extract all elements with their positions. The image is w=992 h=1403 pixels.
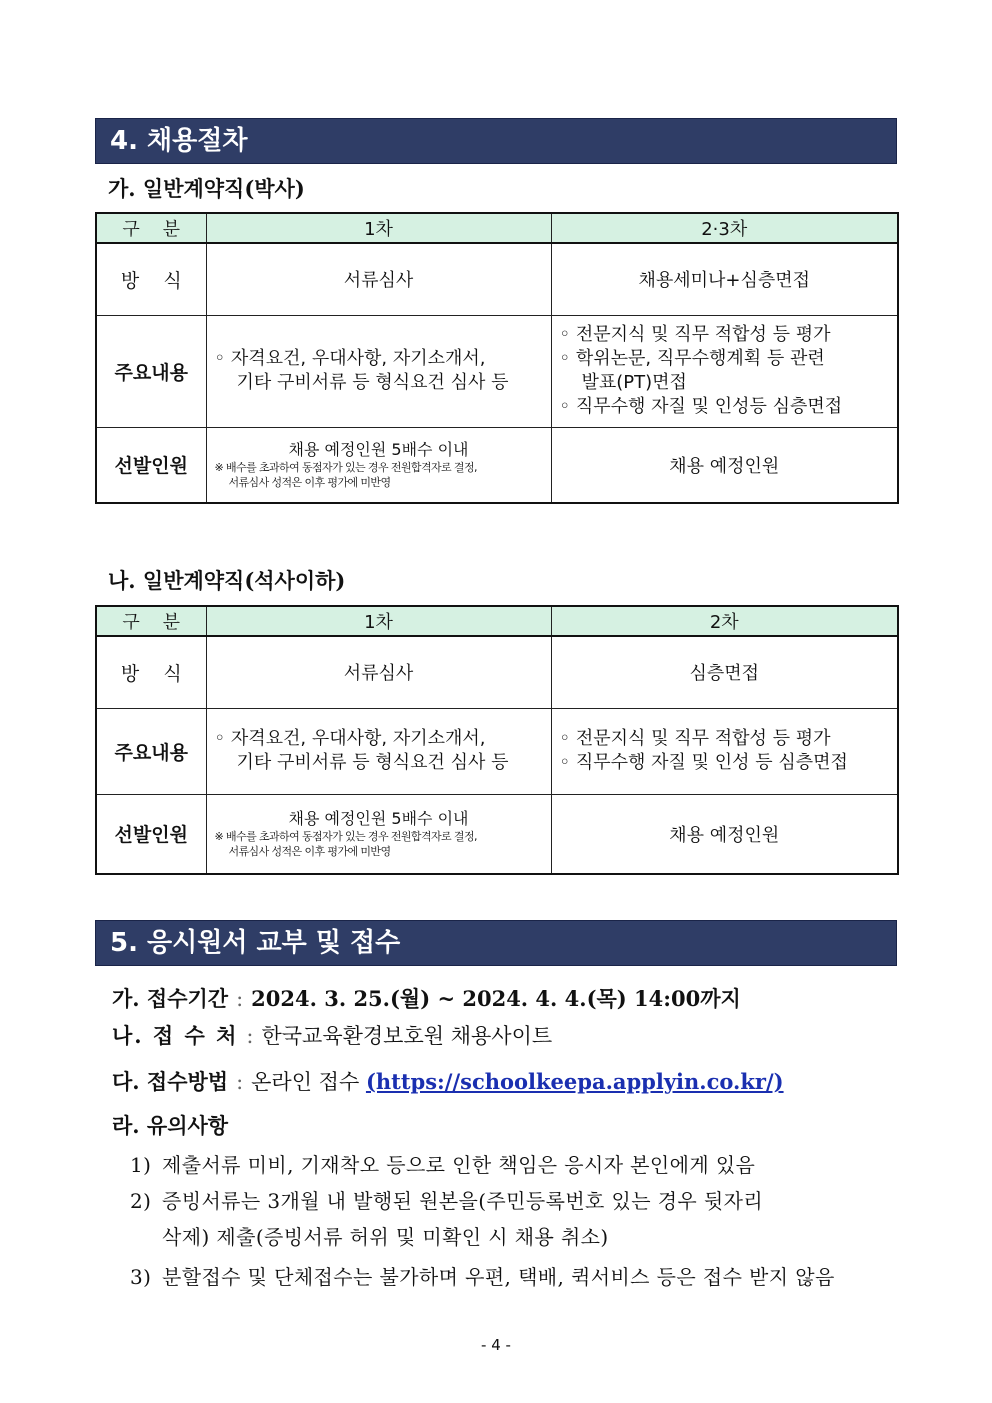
row-label: 선발인원 — [96, 794, 206, 874]
section-5-title: 5. 응시원서 교부 및 접수 — [95, 920, 897, 966]
table-cell: 서류심사 — [206, 243, 551, 315]
table-cell: 서류심사 — [206, 636, 551, 708]
table-row — [96, 243, 898, 315]
bullet-line: ◦ 직무수행 자질 및 인성등 심층면접 — [559, 396, 843, 417]
bullet-line: ◦ 직무수행 자질 및 인성 등 심층면접 — [559, 752, 848, 773]
note-text: 제출서류 미비, 기재착오 등으로 인한 책임은 응시자 본인에게 있음 — [162, 1153, 756, 1177]
note-continuation: 삭제) 제출(증빙서류 허위 및 미확인 시 채용 취소) — [162, 1225, 609, 1249]
table-header: 구 분 — [96, 606, 206, 636]
table-cell: 채용 예정인원 — [551, 794, 898, 874]
selection-note: 서류심사 성적은 이후 평가에 미반영 — [228, 475, 391, 489]
bullet-line: ◦ 전문지식 및 직무 적합성 등 평가 — [559, 324, 831, 345]
notes-title-line — [112, 1110, 228, 1140]
row-label: 방 식 — [96, 243, 206, 315]
note-item — [130, 1149, 896, 1178]
bullet-line: ◦ 자격요건, 우대사항, 자기소개서, — [214, 348, 486, 369]
table-row — [96, 636, 898, 708]
apply-site-link[interactable]: (https://schoolkeepa.applyin.co.kr/) — [365, 1069, 784, 1094]
separator: : — [246, 1024, 254, 1048]
bullet-line: ◦ 전문지식 및 직무 적합성 등 평가 — [559, 728, 831, 749]
table-row — [96, 708, 898, 794]
bullet-line: 기타 구비서류 등 형식요건 심사 등 — [236, 372, 509, 393]
place-line — [112, 1020, 552, 1050]
table-cell — [206, 427, 551, 503]
note-number: 1) — [130, 1153, 152, 1177]
separator: : — [236, 1070, 244, 1094]
table-a-subtitle: 가. 일반계약직(박사) — [108, 176, 305, 201]
note-number: 3) — [130, 1265, 152, 1289]
row-label: 방 식 — [96, 636, 206, 708]
table-cell: 채용 예정인원 — [551, 427, 898, 503]
table-b — [95, 605, 899, 875]
table-cell — [551, 708, 898, 794]
table-cell: 심층면접 — [551, 636, 898, 708]
table-cell — [206, 708, 551, 794]
place-label: 나. 접 수 처 — [112, 1023, 239, 1048]
selection-note: 서류심사 성적은 이후 평가에 미반영 — [228, 844, 391, 858]
table-a-header-row — [96, 213, 898, 243]
table-header: 2차 — [551, 606, 898, 636]
table-header: 2·3차 — [551, 213, 898, 243]
table-b-subtitle: 나. 일반계약직(석사이하) — [108, 568, 346, 593]
method-value: 온라인 접수 — [251, 1070, 360, 1094]
table-cell — [206, 794, 551, 874]
method-label: 다. 접수방법 — [112, 1069, 229, 1094]
table-header: 구 분 — [96, 213, 206, 243]
selection-main: 채용 예정인원 5배수 이내 — [288, 808, 469, 828]
row-label: 주요내용 — [96, 315, 206, 427]
page-number: - 4 - — [481, 1336, 511, 1354]
bullet-line: ◦ 학위논문, 직무수행계획 등 관련 — [559, 348, 825, 369]
period-line — [112, 983, 741, 1013]
selection-note: ※ 배수를 초과하여 동점자가 있는 경우 전원합격자로 결정, — [214, 829, 477, 843]
table-cell — [206, 315, 551, 427]
note-text: 증빙서류는 3개월 내 발행된 원본을(주민등록번호 있는 경우 뒷자리 — [162, 1189, 764, 1213]
separator: : — [236, 987, 244, 1011]
note-item — [130, 1261, 896, 1290]
note-number: 2) — [130, 1189, 152, 1213]
table-b-header-row — [96, 606, 898, 636]
table-cell — [551, 315, 898, 427]
period-value: 2024. 3. 25.(월) ~ 2024. 4. 4.(목) 14:00까지 — [251, 986, 741, 1011]
table-cell: 채용세미나+심층면접 — [551, 243, 898, 315]
table-row — [96, 794, 898, 874]
table-header: 1차 — [206, 213, 551, 243]
note-text: 분할접수 및 단체접수는 불가하며 우편, 택배, 퀵서비스 등은 접수 받지 않음 — [162, 1265, 835, 1289]
section-4-title: 4. 채용절차 — [95, 118, 897, 164]
period-label: 가. 접수기간 — [112, 986, 229, 1011]
notes-title: 라. 유의사항 — [112, 1113, 229, 1138]
note-item — [130, 1185, 896, 1214]
table-row — [96, 315, 898, 427]
table-a — [95, 212, 899, 504]
bullet-line: ◦ 자격요건, 우대사항, 자기소개서, — [214, 728, 486, 749]
selection-note: ※ 배수를 초과하여 동점자가 있는 경우 전원합격자로 결정, — [214, 460, 477, 474]
place-value: 한국교육환경보호원 채용사이트 — [261, 1024, 553, 1048]
bullet-line: 발표(PT)면접 — [581, 372, 687, 393]
row-label: 주요내용 — [96, 708, 206, 794]
selection-main: 채용 예정인원 5배수 이내 — [288, 439, 469, 459]
table-header: 1차 — [206, 606, 551, 636]
method-line — [112, 1066, 784, 1096]
table-row — [96, 427, 898, 503]
bullet-line: 기타 구비서류 등 형식요건 심사 등 — [236, 752, 509, 773]
row-label: 선발인원 — [96, 427, 206, 503]
